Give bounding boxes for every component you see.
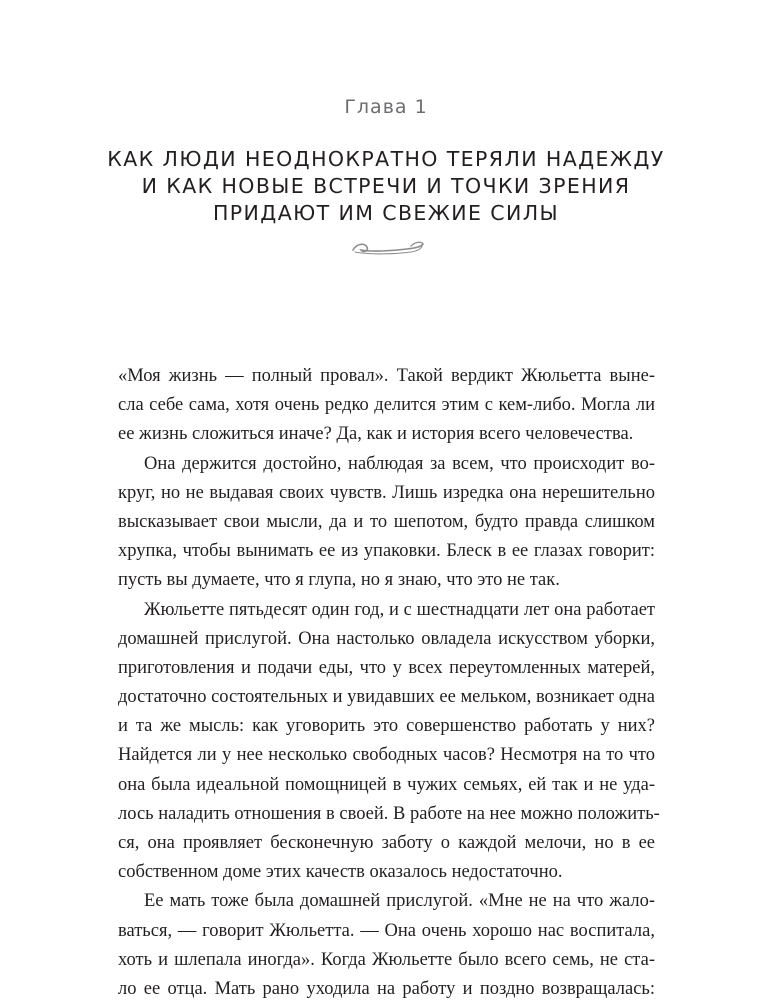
text-line: и та же мысль: как уговорить это совершенство работать у них? (118, 716, 655, 737)
text-line: ваться, — говорит Жюльетта. — Она очень хорошо нас воспитала, (118, 920, 655, 941)
chapter-title-line: И КАК НОВЫЕ ВСТРЕЧИ И ТОЧКИ ЗРЕНИЯ (141, 174, 631, 198)
chapter-title (100, 146, 672, 227)
text-line: домашней прислугой. Она настолько овладела искусством уборки, (118, 628, 655, 649)
text-line: Найдется ли у нее несколько свободных часов? Несмотря на то что (118, 745, 655, 766)
text-line: ло ее отца. Мать рано уходила на работу и поздно возвращалась: (118, 978, 655, 999)
text-line: ее жизнь сложиться иначе? Да, как и история всего человечества. (118, 424, 634, 445)
text-line: лось наладить отношения в своей. В работе на нее можно положить- (118, 803, 660, 824)
text-line: хрупка, чтобы вынимать ее из упаковки. Блеск в ее глазах говорит: (118, 541, 655, 562)
text-line: высказывает свои мысли, да и то шепотом, будто правда слишком (118, 511, 655, 532)
chapter-label: Глава 1 (344, 96, 428, 118)
text-line: она была идеальной помощницей в чужих семьях, ей так и не уда- (118, 774, 655, 795)
text-line: достаточно состоятельных и увидавших ее мельком, возникает одна (118, 687, 655, 708)
text-line: приготовления и подачи еды, что у всех переутомленных матерей, (118, 657, 655, 678)
text-line: хоть и шлепала иногда». Когда Жюльетте было всего семь, не ста- (118, 949, 655, 970)
text-line: сла себе сама, хотя очень редко делится этим с кем-либо. Могла ли (118, 395, 655, 416)
chapter-body (118, 362, 660, 1004)
text-line: Жюльетте пятьдесят один год, и с шестнадцати лет она работает (144, 599, 655, 620)
text-line: «Моя жизнь — полный провал». Такой вердикт Жюльетта выне- (118, 366, 655, 386)
text-line: ся, она проявляет бесконечную заботу о каждой мелочи, но в ее (118, 833, 655, 853)
chapter-title-line: ПРИДАЮТ ИМ СВЕЖИЕ СИЛЫ (212, 201, 560, 225)
text-line: Ее мать тоже была домашней прислугой. «Мне не на что жало- (144, 891, 655, 912)
text-line: Она держится достойно, наблюдая за всем, что происходит во- (144, 453, 655, 474)
text-line: пусть вы думаете, что я глупа, но я знаю, что это не так. (118, 570, 560, 591)
text-line: круг, но не выдавая своих чувств. Лишь изредка она нерешительно (118, 482, 655, 503)
swash-ornament-icon (351, 238, 425, 258)
chapter-title-line: КАК ЛЮДИ НЕОДНОКРАТНО ТЕРЯЛИ НАДЕЖДУ (107, 147, 665, 171)
text-line: собственном доме этих качеств оказалось недостаточно. (118, 862, 563, 883)
